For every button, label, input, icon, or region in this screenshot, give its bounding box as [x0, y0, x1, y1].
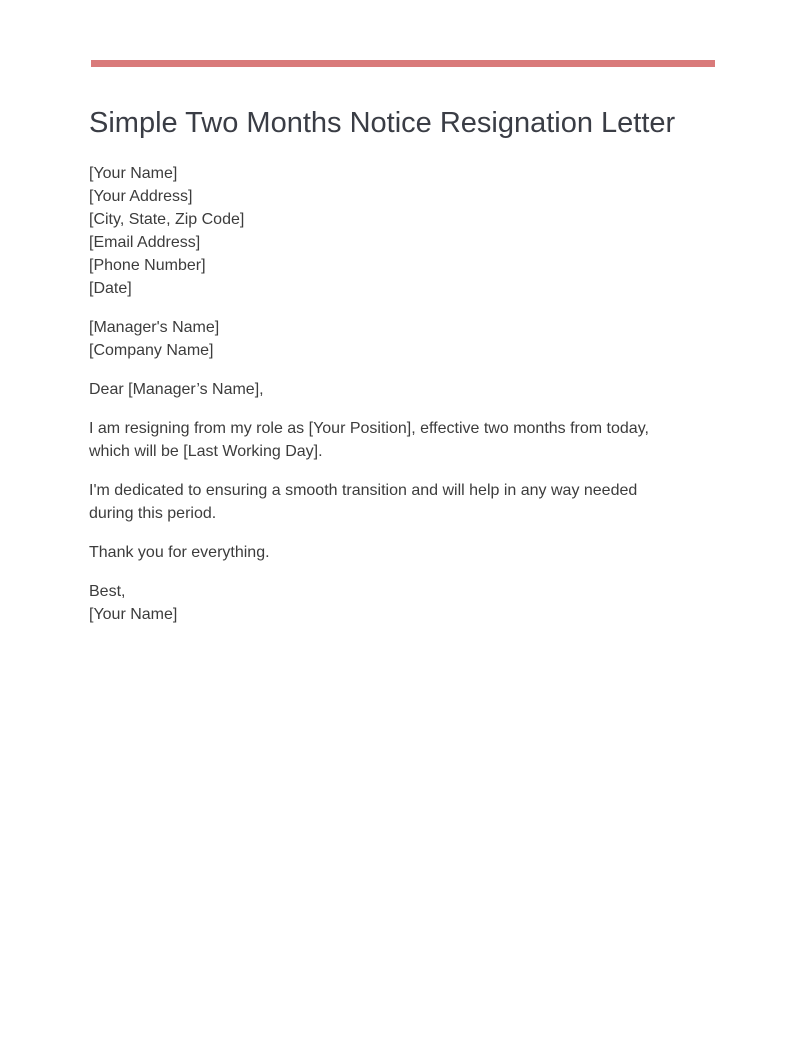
- closing-signoff: Best,: [89, 583, 126, 600]
- letter-date: [Date]: [89, 280, 132, 297]
- sender-email: [Email Address]: [89, 234, 201, 251]
- body-paragraph-thanks: Thank you for everything.: [89, 544, 270, 561]
- closing-signature: [Your Name]: [89, 606, 178, 623]
- sender-phone: [Phone Number]: [89, 257, 206, 274]
- sender-name: [Your Name]: [89, 165, 178, 182]
- page-title: Simple Two Months Notice Resignation Letter: [89, 107, 676, 139]
- sender-address: [Your Address]: [89, 188, 193, 205]
- accent-bar: [91, 60, 715, 67]
- recipient-company-name: [Company Name]: [89, 342, 214, 359]
- salutation: Dear [Manager’s Name],: [89, 381, 264, 398]
- body-paragraph-transition: I'm dedicated to ensuring a smooth transition and will help in any way needed during this period.: [89, 482, 638, 522]
- recipient-manager-name: [Manager's Name]: [89, 319, 220, 336]
- sender-city-state-zip: [City, State, Zip Code]: [89, 211, 245, 228]
- recipient-block: [89, 316, 689, 362]
- closing-block: [89, 580, 689, 626]
- sender-block: [89, 162, 689, 300]
- letter-body: [89, 162, 689, 642]
- body-paragraph-resignation: I am resigning from my role as [Your Position], effective two months from today, which will be [Last Working Day].: [89, 420, 649, 460]
